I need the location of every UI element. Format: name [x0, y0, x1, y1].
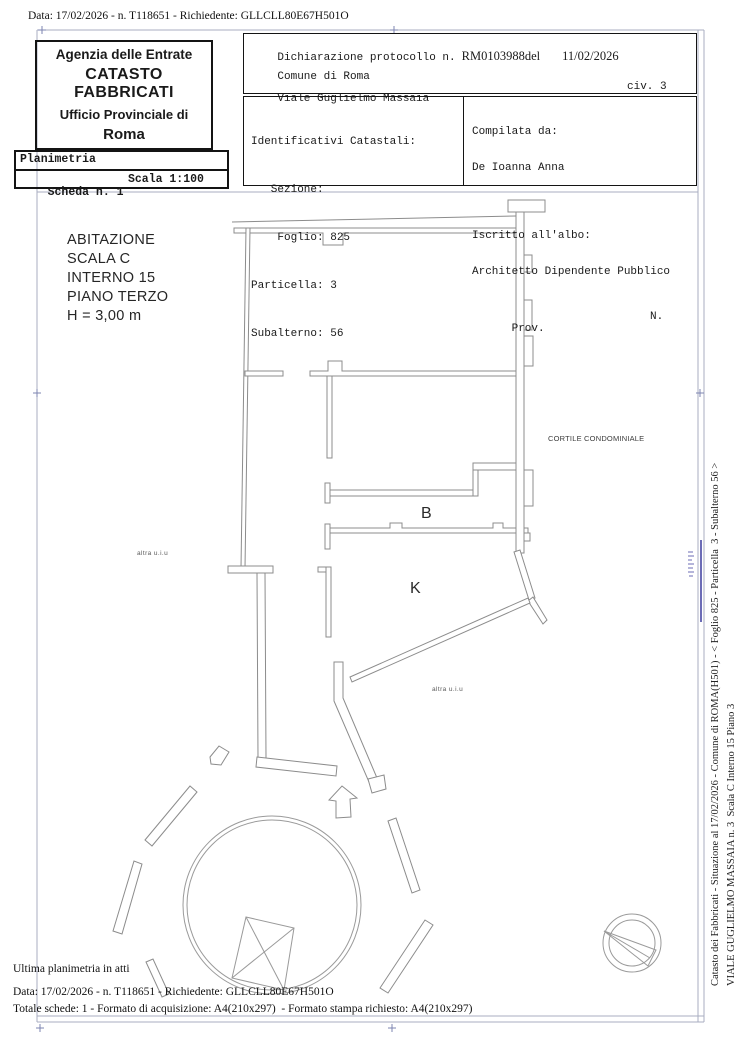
left-wall-upper — [241, 228, 250, 568]
planimetria-title: Planimetria — [16, 152, 227, 171]
protocol-date: 11/02/2026 — [562, 49, 619, 63]
planimetria-row — [16, 171, 227, 199]
stairwell-circle — [183, 816, 361, 994]
altra-uiu-label-left: altra u.i.u — [137, 550, 169, 557]
agency-header-box — [35, 40, 213, 150]
interior-vert-wall — [327, 376, 332, 458]
k-left-wall — [326, 567, 331, 637]
plan-title-line: INTERNO 15 — [67, 270, 156, 286]
particella-field: Particella: 3 — [251, 280, 337, 292]
identifiers-title: Identificativi Catastali: — [251, 136, 417, 148]
identifiers-divider — [463, 97, 464, 185]
sezione-field: Sezione: — [251, 184, 324, 196]
comune-value: Comune di Roma — [277, 71, 370, 83]
lower-left-l-wall — [334, 662, 380, 789]
spoke-w — [113, 861, 142, 934]
plan-title-line: H = 3,00 m — [67, 308, 142, 324]
blue-scale-mark — [688, 540, 701, 622]
right-wall-angled-c — [528, 597, 547, 624]
wall-bk-cap — [325, 524, 330, 549]
right-margin-text-inner: Catasto dei Fabbricati - Situazione al 17/02/2026 - Comune di ROMA(H501) - < Foglio 825 - Particella 3 - Subalterno 56 > — [710, 462, 721, 986]
declaration-box — [243, 33, 697, 105]
compilata-name: De Ioanna Anna — [472, 162, 565, 174]
protocol-label: Dichiarazione protocollo n. — [277, 52, 456, 64]
spoke-se — [380, 920, 433, 993]
right-wall-angled-a — [514, 550, 535, 600]
identifiers-box — [243, 96, 697, 340]
right-margin-text-outer: VIALE GUGLIELMO MASSAIA n. 3 Scala C Interno 15 Piano 3 — [726, 703, 737, 986]
wall490-main — [330, 490, 477, 496]
civic-number: civ. 3 — [627, 81, 667, 93]
diagonal-wall — [350, 598, 530, 682]
planimetria-box — [14, 150, 229, 199]
footer-totale-line: Totale schede: 1 - Formato di acquisizione: A4(210x297) - Formato stampa richiesto: A4(210x297) — [13, 1003, 473, 1015]
office-line: Ufficio Provinciale di — [59, 106, 189, 122]
wall-b-k — [330, 523, 528, 533]
compiler-column — [472, 102, 692, 383]
small-arrow-symbol — [210, 746, 229, 765]
wall490-step-h — [473, 463, 516, 470]
agency-name: Agenzia delle Entrate — [55, 46, 193, 62]
room-label-k: K — [410, 580, 421, 597]
plan-title-block — [67, 231, 168, 326]
compilata-label: Compilata da: — [472, 126, 558, 138]
left-wall-footing — [228, 566, 273, 573]
footer-ultima-line: Ultima planimetria in atti — [13, 963, 130, 975]
albo-value: Architetto Dipendente Pubblico — [472, 266, 671, 278]
plan-title-line: SCALA C — [67, 251, 131, 267]
left-wall-bottom-foot — [256, 757, 337, 776]
k-left-stub — [318, 567, 326, 572]
scheda-number: Scheda n. 1 — [47, 186, 124, 199]
office-city: Roma — [103, 126, 145, 144]
wall490-cap — [325, 483, 330, 503]
plan-title-line: ABITAZIONE — [67, 232, 156, 248]
spoke-e — [388, 818, 420, 893]
plan-title-line: PIANO TERZO — [67, 289, 169, 305]
scala-value: Scala 1:100 — [128, 173, 204, 186]
protocol-row — [244, 34, 696, 64]
n-label: N. — [650, 311, 664, 323]
right-wall-notch-5 — [524, 533, 530, 541]
footer-data-line: Data: 17/02/2026 - n. T118651 - Richiedente: GLLCLL80E67H501O — [13, 986, 334, 998]
right-wall-notch-4 — [524, 470, 533, 506]
room-label-b: B — [421, 505, 432, 522]
up-arrow-symbol — [329, 786, 357, 818]
protocol-value: RM0103988del — [461, 49, 541, 63]
address-value: Viale Guglielmo Massaia — [277, 93, 430, 105]
prov-label: Prov. — [511, 323, 545, 335]
identifiers-column — [251, 102, 416, 374]
foglio-field: Foglio: 825 — [251, 232, 351, 244]
cortile-label: CORTILE CONDOMINIALE — [548, 434, 645, 443]
left-wall-lower — [257, 573, 266, 758]
albo-label: Iscritto all'albo: — [472, 230, 591, 242]
spoke-nw — [145, 786, 197, 846]
altra-uiu-label-right: altra u.i.u — [432, 686, 464, 693]
north-arrow-icon — [603, 914, 661, 972]
catasto-title: CATASTO FABBRICATI — [74, 66, 174, 102]
subalterno-field: Subalterno: 56 — [251, 328, 344, 340]
comune-row — [244, 56, 696, 83]
prov-row — [472, 311, 692, 359]
top-data-line: Data: 17/02/2026 - n. T118651 - Richiedente: GLLCLL80E67H501O — [28, 10, 349, 22]
